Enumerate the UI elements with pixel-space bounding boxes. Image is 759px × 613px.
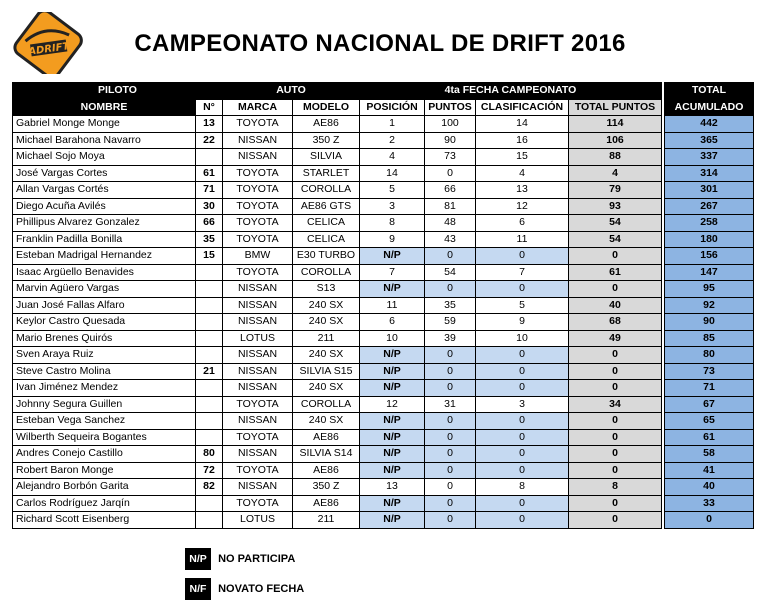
col-header-marca: MARCA bbox=[223, 99, 293, 116]
table-row bbox=[13, 380, 662, 397]
table-row bbox=[13, 165, 662, 182]
cell-pts: 35 bbox=[425, 297, 476, 314]
cell-acumulado: 33 bbox=[665, 495, 754, 512]
cell-modelo: SILVIA bbox=[293, 149, 360, 166]
cell-total: 0 bbox=[569, 462, 662, 479]
cell-pts: 73 bbox=[425, 149, 476, 166]
cell-name: Wilberth Sequeira Bogantes bbox=[13, 429, 196, 446]
table-row bbox=[13, 264, 662, 281]
cell-name: Marvin Agüero Vargas bbox=[13, 281, 196, 298]
legend-nf-label: NOVATO FECHA bbox=[218, 583, 305, 595]
cell-total: 0 bbox=[569, 429, 662, 446]
standings-table bbox=[12, 82, 662, 529]
cell-pts: 100 bbox=[425, 116, 476, 133]
cell-total: 0 bbox=[569, 380, 662, 397]
cell-acumulado: 40 bbox=[665, 479, 754, 496]
cell-acumulado: 61 bbox=[665, 429, 754, 446]
table-row bbox=[13, 413, 662, 430]
cell-acumulado: 156 bbox=[665, 248, 754, 265]
cell-acumulado: 147 bbox=[665, 264, 754, 281]
table-row bbox=[13, 495, 662, 512]
cell-clas: 0 bbox=[476, 446, 569, 463]
group-header-fecha: 4ta FECHA CAMPEONATO bbox=[360, 83, 662, 100]
cell-name: Allan Vargas Cortés bbox=[13, 182, 196, 199]
cell-marca: TOYOTA bbox=[223, 264, 293, 281]
cell-pos: 1 bbox=[360, 116, 425, 133]
cell-modelo: COROLLA bbox=[293, 264, 360, 281]
cell-marca: NISSAN bbox=[223, 297, 293, 314]
cell-acumulado: 92 bbox=[665, 297, 754, 314]
cell-clas: 11 bbox=[476, 231, 569, 248]
cell-pts: 81 bbox=[425, 198, 476, 215]
cell-pos: N/P bbox=[360, 462, 425, 479]
cell-pos: N/P bbox=[360, 413, 425, 430]
logo-text: ADRIFT bbox=[27, 41, 71, 58]
cell-acumulado: 337 bbox=[665, 149, 754, 166]
cell-pts: 0 bbox=[425, 281, 476, 298]
cell-pos: N/P bbox=[360, 380, 425, 397]
cell-acumulado: 95 bbox=[665, 281, 754, 298]
cell-pos: 6 bbox=[360, 314, 425, 331]
cell-pos: 11 bbox=[360, 297, 425, 314]
page-title: CAMPEONATO NACIONAL DE DRIFT 2016 bbox=[134, 30, 626, 57]
cell-total: 88 bbox=[569, 149, 662, 166]
cell-marca: TOYOTA bbox=[223, 462, 293, 479]
cell-pts: 39 bbox=[425, 330, 476, 347]
table-row bbox=[665, 413, 754, 430]
cell-clas: 7 bbox=[476, 264, 569, 281]
cell-clas: 14 bbox=[476, 116, 569, 133]
table-row bbox=[665, 132, 754, 149]
group-header-auto: AUTO bbox=[223, 83, 360, 100]
cell-acumulado: 65 bbox=[665, 413, 754, 430]
cell-acumulado: 71 bbox=[665, 380, 754, 397]
cell-pts: 0 bbox=[425, 462, 476, 479]
table-row bbox=[13, 116, 662, 133]
cell-marca: TOYOTA bbox=[223, 215, 293, 232]
table-row bbox=[13, 297, 662, 314]
cell-name: Alejandro Borbón Garita bbox=[13, 479, 196, 496]
cell-name: Michael Barahona Navarro bbox=[13, 132, 196, 149]
cell-num: 80 bbox=[196, 446, 223, 463]
cell-num: 13 bbox=[196, 116, 223, 133]
cell-pts: 0 bbox=[425, 347, 476, 364]
cell-num bbox=[196, 347, 223, 364]
cell-clas: 0 bbox=[476, 512, 569, 529]
cell-pts: 59 bbox=[425, 314, 476, 331]
cell-modelo: S13 bbox=[293, 281, 360, 298]
cell-marca: TOYOTA bbox=[223, 495, 293, 512]
cell-total: 61 bbox=[569, 264, 662, 281]
col-header-clasificacion: CLASIFICACIÓN bbox=[476, 99, 569, 116]
cell-num: 30 bbox=[196, 198, 223, 215]
table-row bbox=[665, 314, 754, 331]
cell-pts: 0 bbox=[425, 165, 476, 182]
table-row bbox=[665, 248, 754, 265]
table-row bbox=[665, 182, 754, 199]
cell-total: 54 bbox=[569, 231, 662, 248]
legend-nf-code: N/F bbox=[185, 578, 211, 600]
cell-marca: TOYOTA bbox=[223, 198, 293, 215]
table-row bbox=[665, 512, 754, 529]
cell-total: 0 bbox=[569, 495, 662, 512]
cell-num: 71 bbox=[196, 182, 223, 199]
cell-marca: NISSAN bbox=[223, 132, 293, 149]
cell-modelo: AE86 bbox=[293, 116, 360, 133]
cell-num bbox=[196, 429, 223, 446]
cell-modelo: 350 Z bbox=[293, 479, 360, 496]
table-row bbox=[13, 446, 662, 463]
table-row bbox=[13, 396, 662, 413]
cell-pts: 66 bbox=[425, 182, 476, 199]
table-row bbox=[665, 198, 754, 215]
accumulated-table bbox=[664, 82, 754, 529]
cell-pts: 90 bbox=[425, 132, 476, 149]
cell-marca: BMW bbox=[223, 248, 293, 265]
table-row bbox=[665, 363, 754, 380]
cell-clas: 0 bbox=[476, 363, 569, 380]
cell-acumulado: 90 bbox=[665, 314, 754, 331]
cell-marca: TOYOTA bbox=[223, 116, 293, 133]
cell-acumulado: 80 bbox=[665, 347, 754, 364]
table-row bbox=[665, 429, 754, 446]
cell-pts: 0 bbox=[425, 429, 476, 446]
cell-acumulado: 267 bbox=[665, 198, 754, 215]
table-row bbox=[665, 149, 754, 166]
cell-pts: 31 bbox=[425, 396, 476, 413]
cell-name: Carlos Rodríguez Jarqín bbox=[13, 495, 196, 512]
cell-pts: 48 bbox=[425, 215, 476, 232]
cell-clas: 0 bbox=[476, 380, 569, 397]
cell-total: 49 bbox=[569, 330, 662, 347]
cell-pts: 0 bbox=[425, 248, 476, 265]
cell-pos: N/P bbox=[360, 347, 425, 364]
cell-total: 0 bbox=[569, 413, 662, 430]
cell-acumulado: 73 bbox=[665, 363, 754, 380]
cell-name: Isaac Argüello Benavides bbox=[13, 264, 196, 281]
cell-total: 93 bbox=[569, 198, 662, 215]
legend-nf bbox=[185, 578, 304, 600]
cell-pos: 7 bbox=[360, 264, 425, 281]
table-row bbox=[13, 281, 662, 298]
table-row bbox=[13, 512, 662, 529]
cell-marca: TOYOTA bbox=[223, 429, 293, 446]
cell-acumulado: 58 bbox=[665, 446, 754, 463]
cell-marca: NISSAN bbox=[223, 347, 293, 364]
cell-marca: LOTUS bbox=[223, 330, 293, 347]
col-header-posicion: POSICIÓN bbox=[360, 99, 425, 116]
cell-total: 106 bbox=[569, 132, 662, 149]
cell-marca: NISSAN bbox=[223, 314, 293, 331]
cell-pts: 0 bbox=[425, 495, 476, 512]
col-header-puntos: PUNTOS bbox=[425, 99, 476, 116]
cell-name: Phillipus Alvarez Gonzalez bbox=[13, 215, 196, 232]
cell-num bbox=[196, 396, 223, 413]
table-row bbox=[665, 297, 754, 314]
cell-clas: 16 bbox=[476, 132, 569, 149]
cell-acumulado: 314 bbox=[665, 165, 754, 182]
cell-name: Sven Araya Ruiz bbox=[13, 347, 196, 364]
cell-name: Ivan Jiménez Mendez bbox=[13, 380, 196, 397]
cell-marca: TOYOTA bbox=[223, 182, 293, 199]
cell-modelo: AE86 bbox=[293, 495, 360, 512]
cell-modelo: 350 Z bbox=[293, 132, 360, 149]
cell-num bbox=[196, 330, 223, 347]
cell-marca: NISSAN bbox=[223, 479, 293, 496]
cell-pos: 4 bbox=[360, 149, 425, 166]
cell-name: Juan José Fallas Alfaro bbox=[13, 297, 196, 314]
cell-modelo: AE86 bbox=[293, 429, 360, 446]
cell-acumulado: 41 bbox=[665, 462, 754, 479]
cell-marca: TOYOTA bbox=[223, 396, 293, 413]
cell-total: 0 bbox=[569, 248, 662, 265]
cell-marca: NISSAN bbox=[223, 149, 293, 166]
acc-header-total: TOTAL bbox=[665, 83, 754, 100]
cell-modelo: E30 TURBO bbox=[293, 248, 360, 265]
cell-modelo: SILVIA S15 bbox=[293, 363, 360, 380]
cell-modelo: AE86 bbox=[293, 462, 360, 479]
legend-np-code: N/P bbox=[185, 548, 211, 570]
cell-pos: N/P bbox=[360, 248, 425, 265]
cell-pos: 3 bbox=[360, 198, 425, 215]
cell-pos: 13 bbox=[360, 479, 425, 496]
table-row bbox=[665, 165, 754, 182]
cell-name: Johnny Segura Guillen bbox=[13, 396, 196, 413]
table-row bbox=[13, 149, 662, 166]
cell-acumulado: 0 bbox=[665, 512, 754, 529]
cell-clas: 4 bbox=[476, 165, 569, 182]
cell-pos: N/P bbox=[360, 446, 425, 463]
cell-pos: 10 bbox=[360, 330, 425, 347]
cell-acumulado: 442 bbox=[665, 116, 754, 133]
adrift-logo bbox=[8, 12, 88, 74]
cell-modelo: 240 SX bbox=[293, 347, 360, 364]
cell-clas: 0 bbox=[476, 347, 569, 364]
cell-pos: 12 bbox=[360, 396, 425, 413]
col-header-total-puntos: TOTAL PUNTOS bbox=[569, 99, 662, 116]
cell-clas: 12 bbox=[476, 198, 569, 215]
cell-name: Richard Scott Eisenberg bbox=[13, 512, 196, 529]
cell-clas: 5 bbox=[476, 297, 569, 314]
cell-name: Michael Sojo Moya bbox=[13, 149, 196, 166]
cell-name: Keylor Castro Quesada bbox=[13, 314, 196, 331]
cell-clas: 0 bbox=[476, 281, 569, 298]
col-header-modelo: MODELO bbox=[293, 99, 360, 116]
table-row bbox=[13, 429, 662, 446]
table-row bbox=[665, 215, 754, 232]
cell-num bbox=[196, 297, 223, 314]
table-row bbox=[665, 281, 754, 298]
table-row bbox=[13, 182, 662, 199]
table-row bbox=[13, 462, 662, 479]
cell-clas: 0 bbox=[476, 248, 569, 265]
cell-marca: NISSAN bbox=[223, 446, 293, 463]
table-row bbox=[665, 479, 754, 496]
cell-modelo: CELICA bbox=[293, 231, 360, 248]
cell-pos: N/P bbox=[360, 281, 425, 298]
cell-acumulado: 85 bbox=[665, 330, 754, 347]
cell-clas: 0 bbox=[476, 413, 569, 430]
cell-name: José Vargas Cortes bbox=[13, 165, 196, 182]
table-row bbox=[665, 396, 754, 413]
cell-num: 82 bbox=[196, 479, 223, 496]
cell-total: 0 bbox=[569, 281, 662, 298]
cell-pts: 54 bbox=[425, 264, 476, 281]
cell-num bbox=[196, 149, 223, 166]
cell-total: 79 bbox=[569, 182, 662, 199]
cell-total: 68 bbox=[569, 314, 662, 331]
cell-num: 22 bbox=[196, 132, 223, 149]
cell-num bbox=[196, 314, 223, 331]
cell-clas: 6 bbox=[476, 215, 569, 232]
cell-modelo: 211 bbox=[293, 512, 360, 529]
cell-pos: N/P bbox=[360, 363, 425, 380]
cell-pts: 0 bbox=[425, 413, 476, 430]
table-row bbox=[665, 330, 754, 347]
cell-pts: 0 bbox=[425, 479, 476, 496]
cell-num: 21 bbox=[196, 363, 223, 380]
table-row bbox=[13, 347, 662, 364]
table-row bbox=[665, 495, 754, 512]
cell-name: Robert Baron Monge bbox=[13, 462, 196, 479]
cell-modelo: 240 SX bbox=[293, 297, 360, 314]
cell-marca: TOYOTA bbox=[223, 231, 293, 248]
cell-total: 54 bbox=[569, 215, 662, 232]
cell-total: 34 bbox=[569, 396, 662, 413]
cell-pos: 5 bbox=[360, 182, 425, 199]
cell-marca: LOTUS bbox=[223, 512, 293, 529]
cell-num bbox=[196, 495, 223, 512]
table-row bbox=[665, 231, 754, 248]
table-row bbox=[665, 347, 754, 364]
cell-marca: TOYOTA bbox=[223, 165, 293, 182]
cell-acumulado: 258 bbox=[665, 215, 754, 232]
cell-modelo: 240 SX bbox=[293, 413, 360, 430]
cell-pts: 43 bbox=[425, 231, 476, 248]
cell-marca: NISSAN bbox=[223, 413, 293, 430]
cell-total: 40 bbox=[569, 297, 662, 314]
legend-np bbox=[185, 548, 295, 570]
cell-modelo: STARLET bbox=[293, 165, 360, 182]
cell-marca: NISSAN bbox=[223, 281, 293, 298]
cell-clas: 15 bbox=[476, 149, 569, 166]
cell-modelo: 211 bbox=[293, 330, 360, 347]
table-row bbox=[13, 248, 662, 265]
cell-num bbox=[196, 380, 223, 397]
cell-pts: 0 bbox=[425, 363, 476, 380]
table-row bbox=[665, 446, 754, 463]
table-row bbox=[13, 231, 662, 248]
cell-total: 0 bbox=[569, 446, 662, 463]
cell-num: 72 bbox=[196, 462, 223, 479]
cell-total: 0 bbox=[569, 347, 662, 364]
cell-pts: 0 bbox=[425, 512, 476, 529]
cell-pts: 0 bbox=[425, 380, 476, 397]
cell-marca: NISSAN bbox=[223, 380, 293, 397]
cell-num bbox=[196, 512, 223, 529]
table-row bbox=[665, 462, 754, 479]
cell-pos: 8 bbox=[360, 215, 425, 232]
cell-modelo: SILVIA S14 bbox=[293, 446, 360, 463]
legend-np-label: NO PARTICIPA bbox=[218, 553, 296, 565]
cell-pts: 0 bbox=[425, 446, 476, 463]
cell-clas: 0 bbox=[476, 462, 569, 479]
cell-name: Diego Acuña Avilés bbox=[13, 198, 196, 215]
cell-num: 61 bbox=[196, 165, 223, 182]
cell-pos: N/P bbox=[360, 512, 425, 529]
cell-total: 0 bbox=[569, 512, 662, 529]
table-row bbox=[13, 198, 662, 215]
cell-name: Steve Castro Molina bbox=[13, 363, 196, 380]
cell-acumulado: 301 bbox=[665, 182, 754, 199]
cell-name: Gabriel Monge Monge bbox=[13, 116, 196, 133]
cell-num: 15 bbox=[196, 248, 223, 265]
table-row bbox=[13, 363, 662, 380]
cell-modelo: AE86 GTS bbox=[293, 198, 360, 215]
cell-num: 35 bbox=[196, 231, 223, 248]
col-header-nombre: NOMBRE bbox=[13, 99, 196, 116]
cell-clas: 8 bbox=[476, 479, 569, 496]
cell-pos: 14 bbox=[360, 165, 425, 182]
cell-total: 114 bbox=[569, 116, 662, 133]
cell-name: Esteban Madrigal Hernandez bbox=[13, 248, 196, 265]
cell-clas: 0 bbox=[476, 429, 569, 446]
cell-clas: 9 bbox=[476, 314, 569, 331]
cell-name: Franklin Padilla Bonilla bbox=[13, 231, 196, 248]
cell-clas: 0 bbox=[476, 495, 569, 512]
group-header-piloto: PILOTO bbox=[13, 83, 223, 100]
table-row bbox=[13, 132, 662, 149]
table-row bbox=[665, 380, 754, 397]
cell-clas: 13 bbox=[476, 182, 569, 199]
cell-num: 66 bbox=[196, 215, 223, 232]
cell-acumulado: 365 bbox=[665, 132, 754, 149]
cell-marca: NISSAN bbox=[223, 363, 293, 380]
cell-pos: N/P bbox=[360, 495, 425, 512]
cell-acumulado: 180 bbox=[665, 231, 754, 248]
cell-pos: 9 bbox=[360, 231, 425, 248]
cell-acumulado: 67 bbox=[665, 396, 754, 413]
cell-modelo: 240 SX bbox=[293, 380, 360, 397]
cell-modelo: CELICA bbox=[293, 215, 360, 232]
table-row bbox=[13, 215, 662, 232]
cell-clas: 3 bbox=[476, 396, 569, 413]
cell-total: 0 bbox=[569, 363, 662, 380]
cell-modelo: 240 SX bbox=[293, 314, 360, 331]
col-header-numero: N° bbox=[196, 99, 223, 116]
cell-name: Esteban Vega Sanchez bbox=[13, 413, 196, 430]
cell-pos: N/P bbox=[360, 429, 425, 446]
table-row bbox=[665, 116, 754, 133]
cell-total: 4 bbox=[569, 165, 662, 182]
table-row bbox=[665, 264, 754, 281]
cell-modelo: COROLLA bbox=[293, 396, 360, 413]
cell-num bbox=[196, 281, 223, 298]
table-row bbox=[13, 330, 662, 347]
cell-total: 8 bbox=[569, 479, 662, 496]
cell-num bbox=[196, 264, 223, 281]
table-row bbox=[13, 314, 662, 331]
cell-num bbox=[196, 413, 223, 430]
cell-name: Andres Conejo Castillo bbox=[13, 446, 196, 463]
cell-name: Mario Brenes Quirós bbox=[13, 330, 196, 347]
acc-header-acumulado: ACUMULADO bbox=[665, 99, 754, 116]
cell-modelo: COROLLA bbox=[293, 182, 360, 199]
table-row bbox=[13, 479, 662, 496]
cell-clas: 10 bbox=[476, 330, 569, 347]
cell-pos: 2 bbox=[360, 132, 425, 149]
